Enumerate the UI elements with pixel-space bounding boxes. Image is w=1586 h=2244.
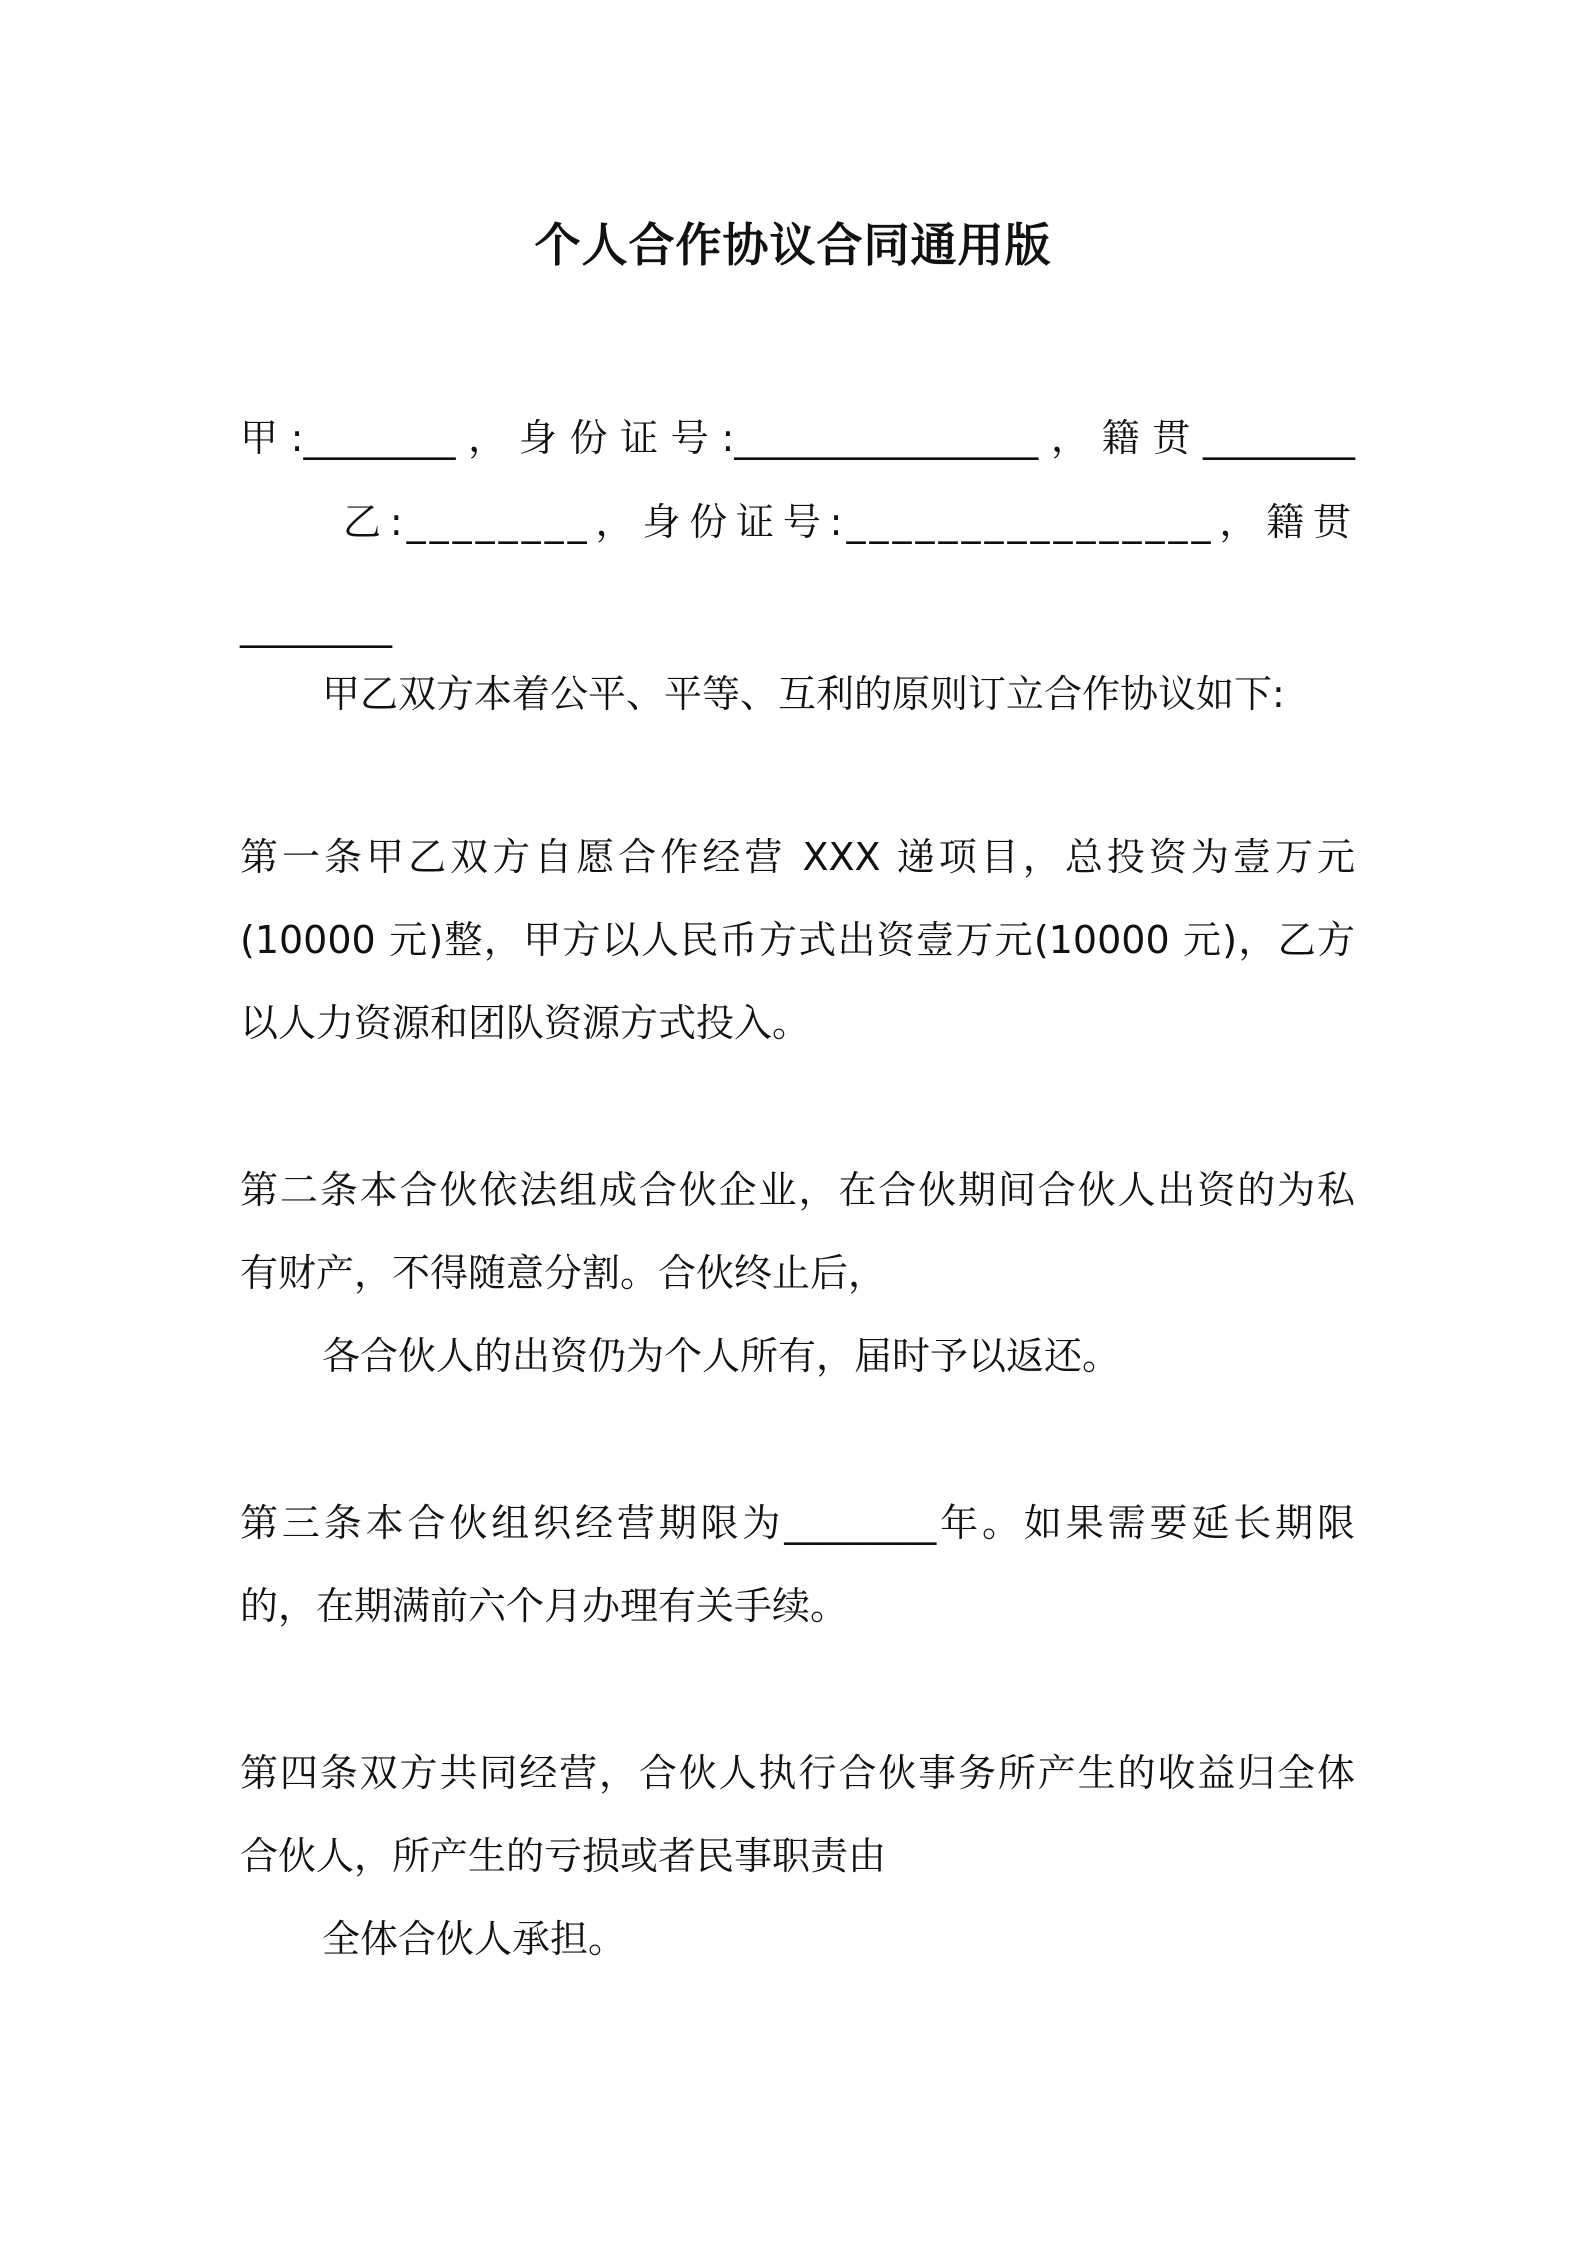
article4-line: 全体合伙人承担。 [322, 1917, 627, 1961]
article2-line: 有财产，不得随意分割。合伙终止后， [240, 1251, 887, 1295]
article3-line: 的，在期满前六个月办理有关手续。 [240, 1584, 849, 1628]
article1-line: 第一条甲乙双方自愿合作经营 XXX 递项目，总投资为壹万元 [240, 835, 1355, 879]
party-a-line: 甲:________，身份证号:________________，籍贯________ [240, 416, 1355, 460]
article1-line: (10000 元)整，甲方以人民币方式出资壹万元(10000 元)，乙方 [240, 918, 1355, 962]
article3-line: 第三条本合伙组织经营期限为________年。如果需要延长期限 [240, 1501, 1355, 1545]
party-b-line: 乙:________，身份证号:________________，籍贯 [343, 500, 1355, 544]
article2-line: 第二条本合伙依法组成合伙企业，在合伙期间合伙人出资的为私 [240, 1168, 1355, 1212]
document-title: 个人合作协议合同通用版 [534, 218, 1052, 272]
article1-line: 以人力资源和团队资源方式投入。 [240, 1001, 811, 1045]
party-b-line-continued: ________ [240, 604, 392, 648]
article2-line: 各合伙人的出资仍为个人所有，届时予以返还。 [322, 1334, 1121, 1378]
article4-line: 合伙人，所产生的亏损或者民事职责由 [240, 1834, 887, 1878]
article4-line: 第四条双方共同经营，合伙人执行合伙事务所产生的收益归全体 [240, 1751, 1355, 1795]
intro-paragraph: 甲乙双方本着公平、平等、互利的原则订立合作协议如下: [322, 672, 1285, 716]
